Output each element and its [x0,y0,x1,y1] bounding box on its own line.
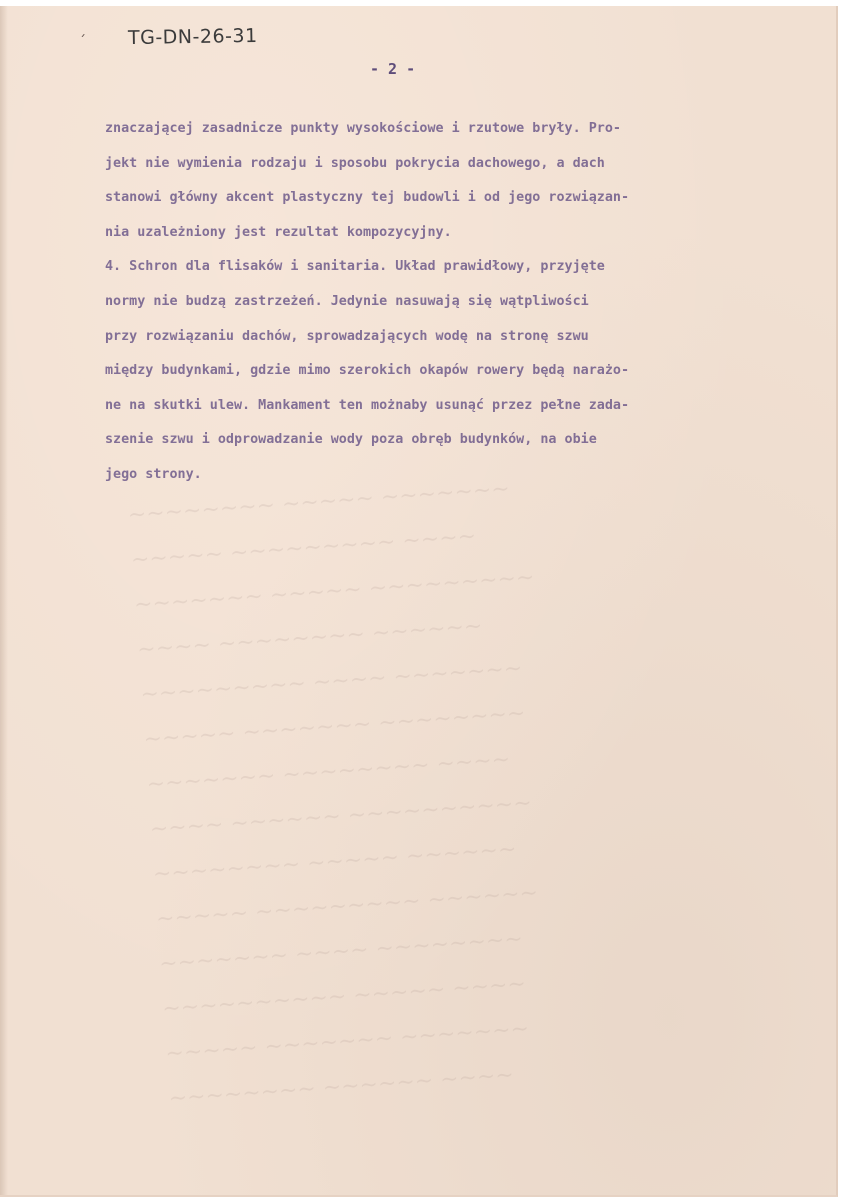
show-through-handwriting: ~~~~~~~~ ~~~~~ ~~~~~~~ ~~~~~ ~~~~~~~~~ ~~~~ ~~~~~~~ ~~~~~ ~~~~~~~~~ ~~~~ ~~~~~~~~ ~~~~~~ ~~~~~~~~~ ~~~~ ~~~~~~~ ~~~~~ ~~~~~~~ ~~~~~~~~ ~~~~~~~ ~~~~~~~~ ~~~~ ~~~~ ~~~~~~ ~~~~~~~~~~ ~~~~~~~~ ~~~~~ ~~~~~~ ~~~~~ ~~~~~~~~~ ~~~~~~ ~~~~~~~ ~~~~ ~~~~~~~~ ~~~~~~~~~~ ~~~~~ ~~~~ ~~~~~ ~~~~~~~ ~~~~~~~ ~~~~~~~~ ~~~~~~ ~~~~ [127,476,539,1112]
body-line: stanowi główny akcent plastyczny tej budowli i od jego rozwiązan- [105,190,630,206]
body-line: między budynkami, gdzie mimo szerokich okapów rowery będą narażo- [105,363,630,379]
body-line: znaczającej zasadnicze punkty wysokościowe i rzutowe bryły. Pro- [105,121,621,136]
body-line: jego strony. [105,466,202,482]
page-number: - 2 - [370,60,416,78]
body-line: nia uzależniony jest rezultat kompozycyjny. [105,224,452,240]
typed-body-text [105,112,825,493]
archive-code-handwritten: TG-DN-26-31 [127,24,258,50]
body-line: szenie szwu i odprowadzanie wody poza obręb budynków, na obie [105,432,597,448]
body-line: jekt nie wymienia rodzaju i sposobu pokrycia dachowego, a dach [105,155,605,171]
body-line: normy nie budzą zastrzeżeń. Jedynie nasuwają się wątpliwości [105,293,589,309]
paper-edge-shadow [0,6,8,1195]
body-line: 4. Schron dla flisaków i sanitaria. Układ prawidłowy, przyjęte [105,259,605,275]
body-line: przy rozwiązaniu dachów, sprowadzających wodę na stronę szwu [105,328,589,344]
body-line: ne na skutki ulew. Mankament ten możnaby usunąć przez pełne zada- [105,397,630,413]
